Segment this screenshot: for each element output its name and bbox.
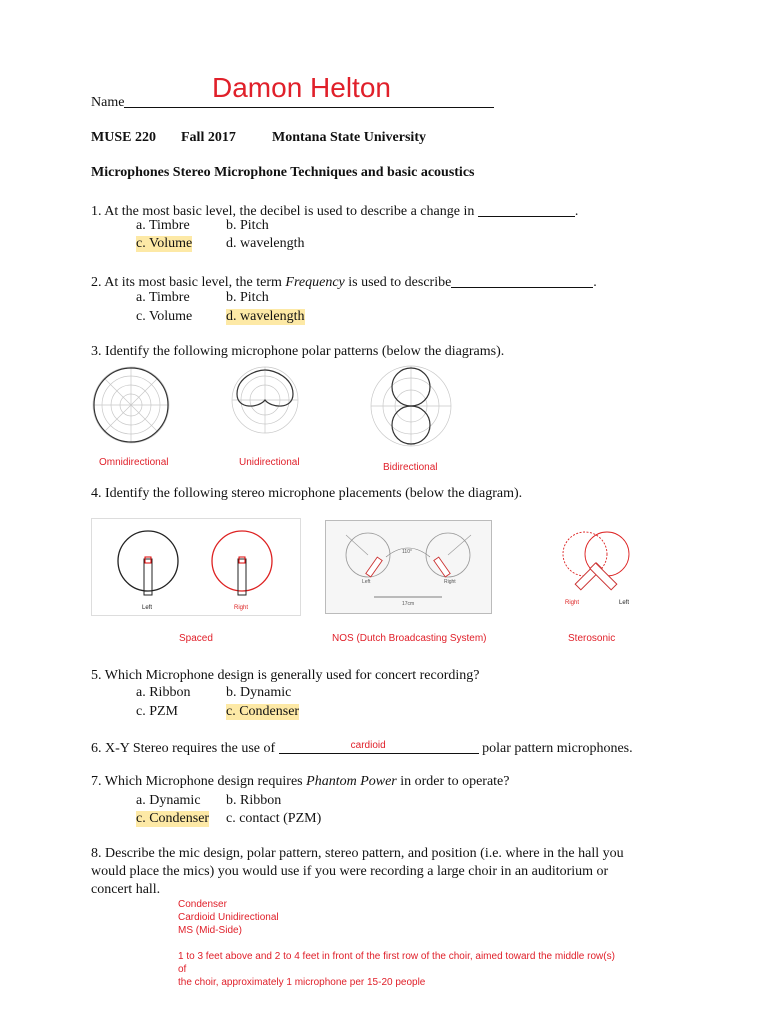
omnidirectional-diagram <box>90 364 172 446</box>
spaced-left-label: Left <box>142 605 153 611</box>
sterosonic-diagram <box>545 520 647 612</box>
q7-option-c-selected: c. Condenser <box>136 811 210 826</box>
q4-answer-nos: NOS (Dutch Broadcasting System) <box>332 633 487 644</box>
university: Montana State University <box>272 130 426 145</box>
q7-option-a: a. Dynamic <box>136 793 201 808</box>
nos-left-label: Left <box>362 579 371 585</box>
spaced-pair-diagram <box>91 518 301 616</box>
question-4: 4. Identify the following stereo microphone placements (below the diagram). <box>91 486 523 501</box>
nos-diagram <box>325 520 492 614</box>
q2-option-d-selected: d. wavelength <box>226 309 305 324</box>
sterosonic-left-label: Left <box>619 600 630 606</box>
nos-spacing-label: 17cm <box>402 601 415 607</box>
nos-angle-label: 110° <box>402 549 412 555</box>
course-code: MUSE 220 <box>91 130 156 145</box>
spaced-right-label: Right <box>234 605 249 611</box>
q3-answer-omnidirectional: Omnidirectional <box>99 457 169 468</box>
term: Fall 2017 <box>181 130 236 145</box>
sterosonic-right-label: Right <box>565 600 580 606</box>
name-label: Name <box>91 93 494 111</box>
q7-option-b: b. Ribbon <box>226 793 282 808</box>
q1-option-c-selected: c. Volume <box>136 236 193 251</box>
q2-option-b: b. Pitch <box>226 290 269 305</box>
question-1: 1. At the most basic level, the decibel is used to describe a change in . <box>91 204 579 219</box>
unidirectional-diagram <box>229 364 301 436</box>
q8-answer-polar: Cardioid Unidirectional <box>178 912 279 923</box>
q4-answer-spaced: Spaced <box>179 633 213 644</box>
q7-option-d: c. contact (PZM) <box>226 811 322 826</box>
q1-option-d: d. wavelength <box>226 236 305 251</box>
question-8-line-2: would place the mics) you would use if you were recording a large choir in an auditorium or <box>91 864 609 879</box>
bidirectional-diagram <box>368 362 454 450</box>
q8-answer-position: 1 to 3 feet above and 2 to 4 feet in front of the first row of the choir, aimed toward the middle row(s) <box>178 951 615 962</box>
q8-answer-design: Condenser <box>178 899 227 910</box>
q2-option-c: c. Volume <box>136 309 193 324</box>
q8-answer-position-end: the choir, approximately 1 microphone per 15-20 people <box>178 977 426 988</box>
student-name: Damon Helton <box>212 72 391 103</box>
nos-right-label: Right <box>444 579 456 585</box>
q3-answer-unidirectional: Unidirectional <box>239 457 300 468</box>
q5-option-b: b. Dynamic <box>226 685 292 700</box>
question-2: 2. At its most basic level, the term Frequency is used to describe . <box>91 275 597 290</box>
q5-option-c: c. PZM <box>136 704 178 719</box>
q5-option-d-selected: c. Condenser <box>226 704 300 719</box>
question-7: 7. Which Microphone design requires Phantom Power in order to operate? <box>91 774 510 789</box>
question-8-line-3: concert hall. <box>91 882 161 897</box>
q8-answer-position-cont: of <box>178 964 187 975</box>
q1-option-b: b. Pitch <box>226 218 269 233</box>
q8-answer-stereo: MS (Mid-Side) <box>178 925 242 936</box>
q4-answer-sterosonic: Sterosonic <box>568 633 616 644</box>
q3-answer-bidirectional: Bidirectional <box>383 462 438 473</box>
question-3: 3. Identify the following microphone polar patterns (below the diagrams). <box>91 344 505 359</box>
q5-option-a: a. Ribbon <box>136 685 191 700</box>
question-8-line-1: 8. Describe the mic design, polar pattern, stereo pattern, and position (i.e. where in the hall you <box>91 846 624 861</box>
q2-option-a: a. Timbre <box>136 290 190 305</box>
q1-option-a: a. Timbre <box>136 218 190 233</box>
question-6: 6. X-Y Stereo requires the use of cardioid polar pattern microphones. <box>91 740 633 756</box>
question-5: 5. Which Microphone design is generally used for concert recording? <box>91 668 480 683</box>
worksheet-subtitle: Microphones Stereo Microphone Techniques and basic acoustics <box>91 165 475 180</box>
q6-answer: cardioid <box>350 740 386 751</box>
